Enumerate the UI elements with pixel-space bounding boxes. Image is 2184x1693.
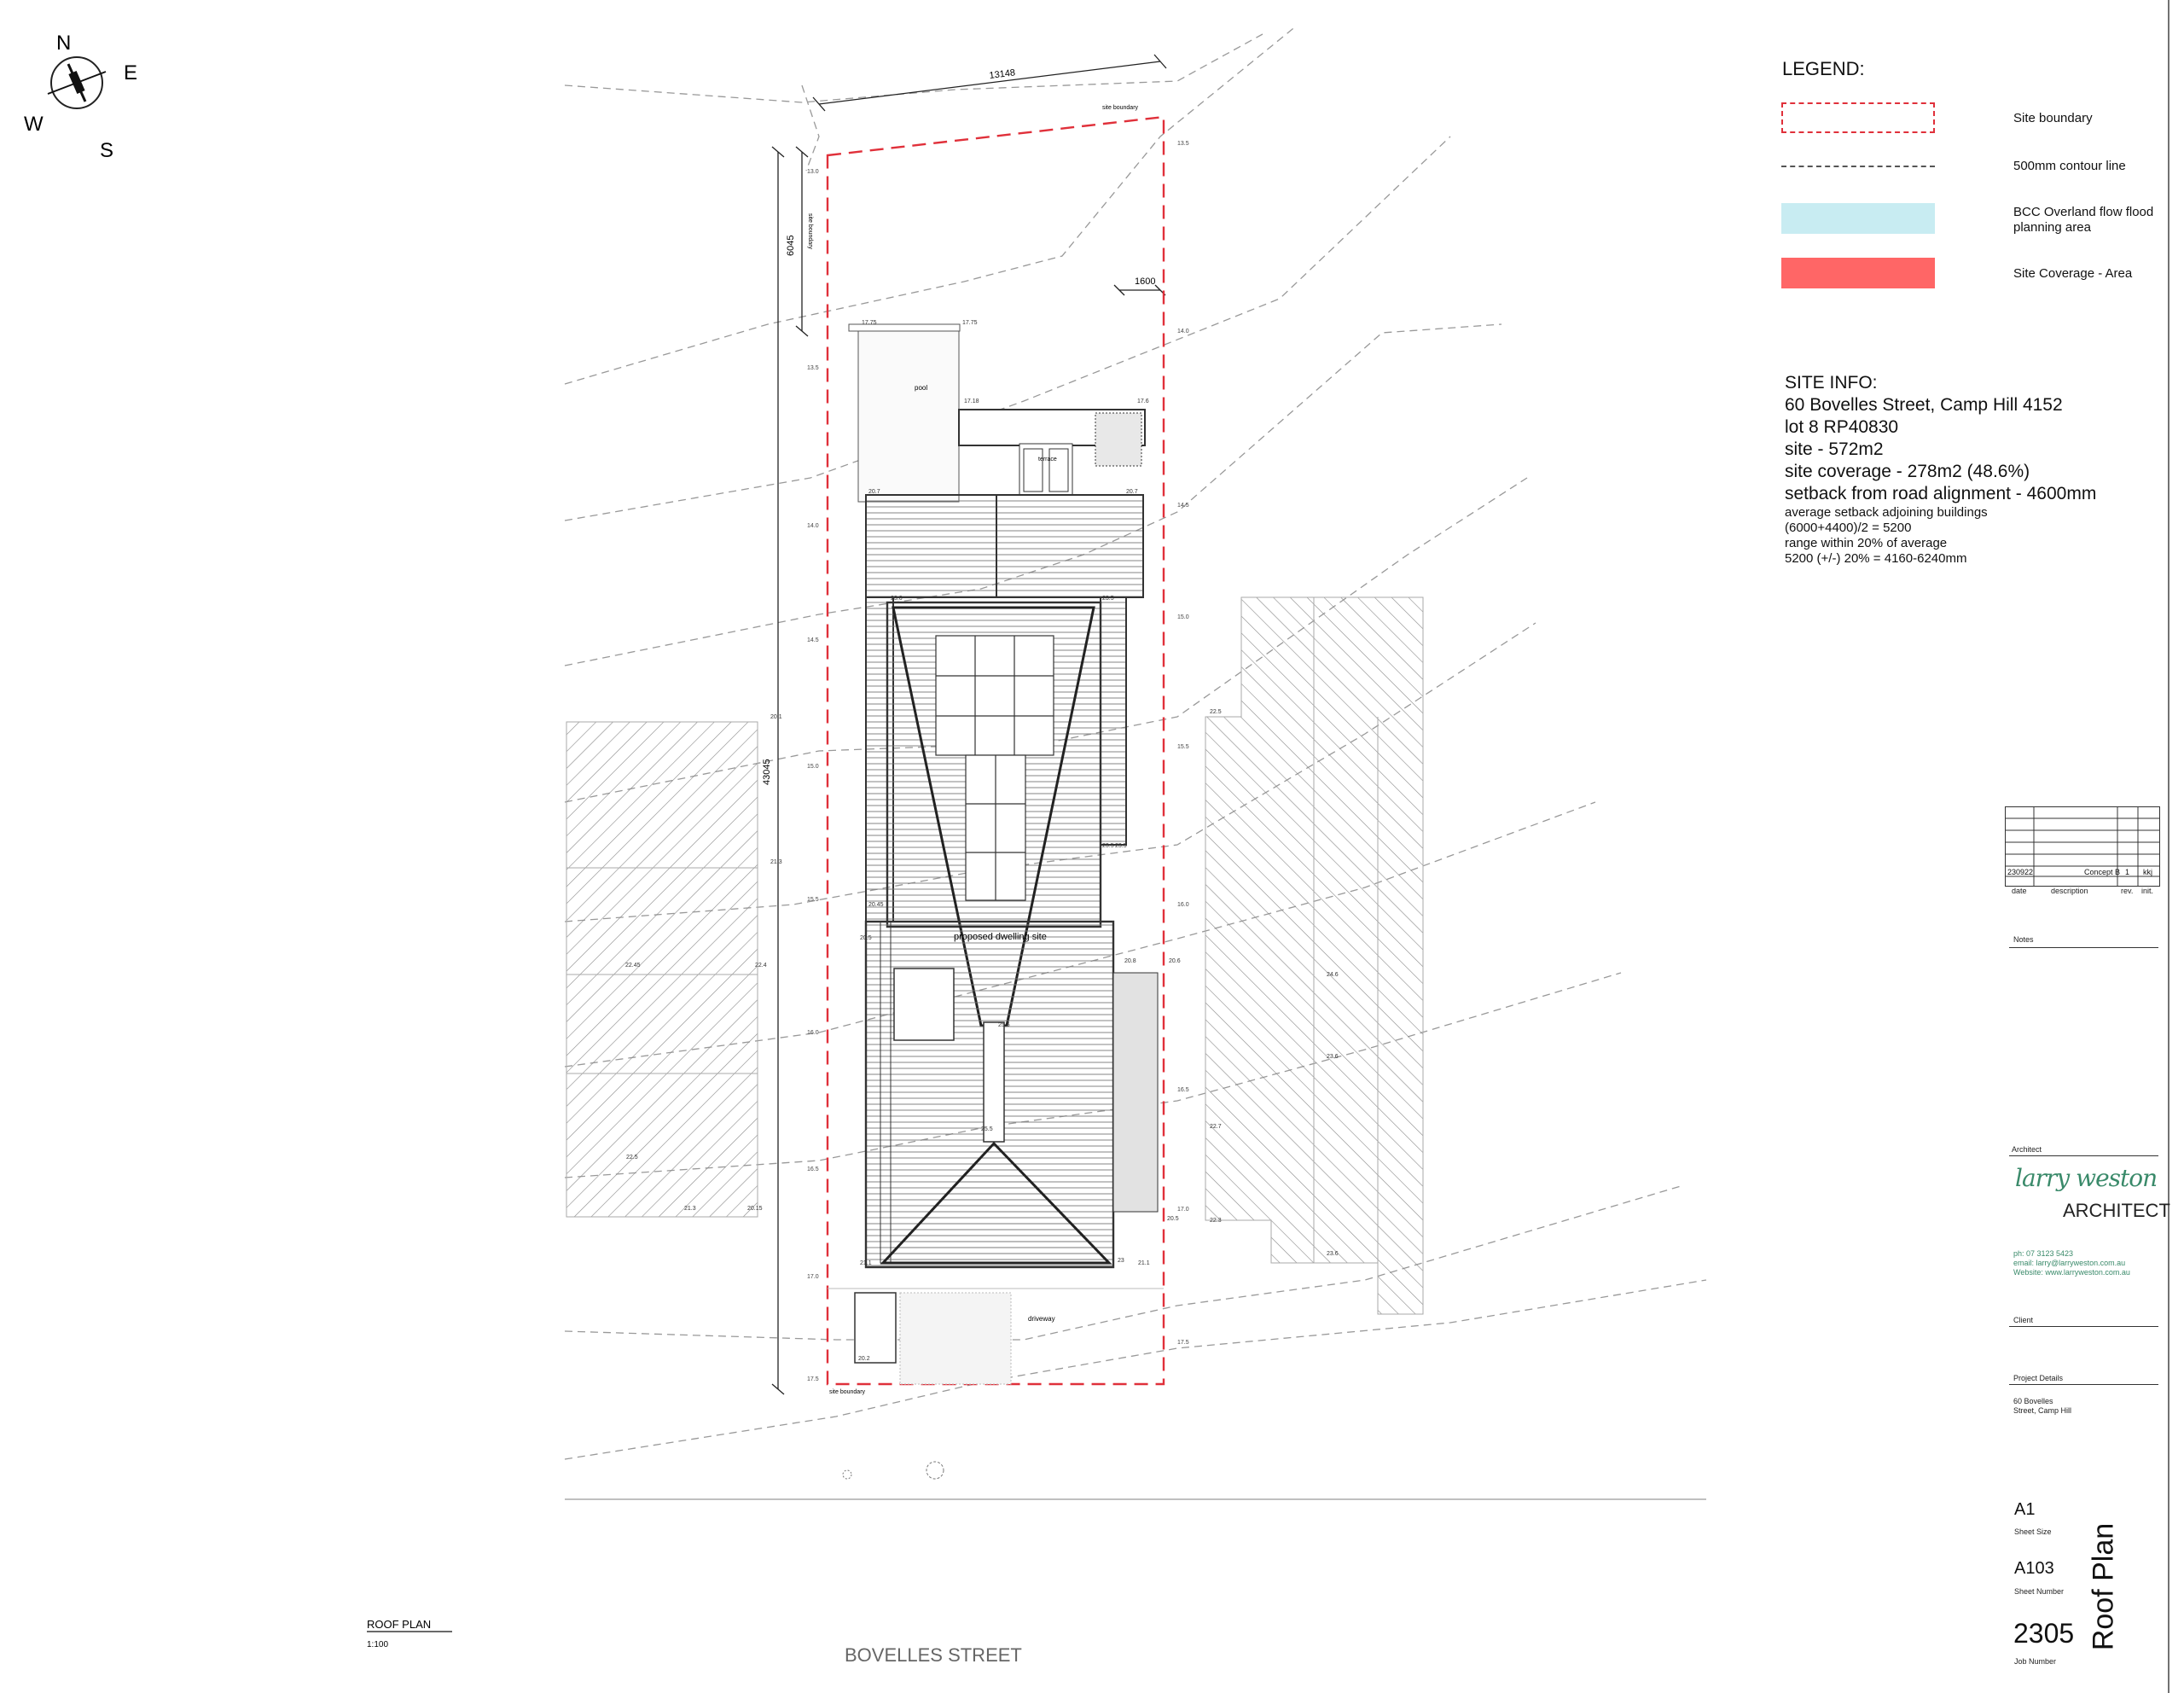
site-address: 60 Bovelles Street, Camp Hill 4152 (1785, 395, 2063, 415)
driveway-area (828, 1289, 1164, 1384)
spot-level: 20.45 (868, 902, 884, 908)
contour-level: 15.5 (1177, 744, 1189, 750)
dim-top-width: 13148 (988, 67, 1016, 81)
site-info-heading: SITE INFO: (1785, 373, 1878, 393)
rev-header-date: date (2012, 887, 2027, 895)
spot-level: 22.5 (626, 1155, 638, 1161)
project-label: Project Details (2013, 1374, 2064, 1382)
spot-level: 20.15 (747, 1206, 763, 1212)
spot-level: 20.7 (868, 489, 880, 495)
spot-level: 23.6 (1327, 1251, 1339, 1257)
compass-east: E (124, 61, 138, 84)
spot-level: 21.1 (860, 1260, 872, 1266)
legend-item-site-boundary (1781, 102, 2140, 137)
contact-website: Website: www.larryweston.com.au (2013, 1268, 2130, 1277)
terrace-label: terrace (1038, 457, 1057, 463)
architect-logo-word: ARCHITECT (2063, 1200, 2170, 1221)
project-line-1: 60 Bovelles (2013, 1397, 2053, 1405)
range-title: range within 20% of average (1785, 536, 1948, 550)
spot-level: 21.3 (770, 859, 782, 865)
spot-level: 25.5 (981, 1126, 993, 1132)
site-boundary-label-top: site boundary (1102, 105, 1139, 111)
spot-level: 17.6 (1137, 399, 1149, 404)
spot-level: 24.6 (1327, 972, 1339, 978)
contact-details (2013, 1249, 2130, 1277)
contour-level: 17.5 (807, 1376, 819, 1382)
rev-header-rev: rev. (2121, 887, 2134, 895)
site-lot: lot 8 RP40830 (1785, 417, 1899, 437)
proposed-dwelling-label: proposed dwelling site (954, 932, 1047, 942)
site-boundary-label-side: site boundary (807, 213, 813, 250)
revision-table (2005, 806, 2160, 895)
sheet-size-label: Sheet Size (2014, 1527, 2052, 1536)
dim-front-setback: 6045 (786, 235, 796, 256)
drawing-scale: 1:100 (367, 1640, 389, 1649)
architect-label: Architect (2012, 1145, 2042, 1154)
legend-label: BCC Overland flow flood planning area (2013, 205, 2154, 235)
rev-number: 1 (2125, 868, 2130, 876)
rev-init: kkj (2143, 868, 2152, 876)
spot-level: 20.5 (1167, 1216, 1179, 1222)
contour-level: 16.5 (807, 1166, 819, 1172)
contour-level: 17.0 (807, 1274, 819, 1280)
contour-level: 16.0 (1177, 902, 1189, 908)
contour-level: 13.5 (807, 365, 819, 371)
sheet-number-label: Sheet Number (2014, 1587, 2065, 1596)
architect-logo: larry weston (2015, 1164, 2158, 1192)
rev-header-init: init. (2141, 887, 2154, 895)
legend-item-coverage (1781, 258, 2140, 292)
contact-email: email: larry@larryweston.com.au (2013, 1259, 2126, 1267)
spot-level: 25.5 (998, 1022, 1010, 1028)
spot-level: 17.18 (964, 399, 979, 404)
contour-level: 14.5 (807, 637, 819, 643)
legend-label: Site Coverage - Area (2013, 266, 2133, 281)
divider (2009, 1384, 2158, 1385)
site-coverage: site coverage - 278m2 (48.6%) (1785, 462, 2030, 481)
legend-label: Site boundary (2013, 111, 2093, 125)
legend-item-contour (1781, 150, 2140, 184)
spot-level: 22.3 (1210, 1218, 1222, 1224)
spot-level: 17.75 (962, 320, 978, 326)
roof-main (866, 495, 1158, 1267)
spot-level: 23 (1118, 1258, 1124, 1264)
contour-level: 15.0 (1177, 614, 1189, 620)
spot-level: 20.1 (770, 714, 782, 720)
compass-north: N (56, 32, 72, 55)
driveway-label: driveway (1028, 1315, 1055, 1323)
site-info (1785, 372, 2160, 567)
avg-setback-title: average setback adjoining buildings (1785, 505, 1988, 520)
contact-phone: ph: 07 3123 5423 (2013, 1249, 2074, 1258)
compass-west: W (24, 113, 44, 136)
compass-icon (48, 57, 106, 108)
spot-level: 22.4 (755, 963, 767, 969)
sheet-title: Roof Plan (2087, 1522, 2120, 1651)
spot-level: 20.5 (860, 935, 872, 941)
spot-level: 20.7 (1126, 489, 1138, 495)
contour-level: 14.0 (1177, 329, 1189, 335)
spot-level: 23.5 (1102, 843, 1114, 849)
contour-level: 15.0 (807, 764, 819, 770)
legend-title: LEGEND: (1782, 58, 1865, 79)
project-line-2: Street, Camp Hill (2013, 1406, 2072, 1415)
notes-label: Notes (2013, 935, 2034, 944)
contour-level: 13.0 (807, 169, 819, 175)
terrace (959, 410, 1145, 495)
spot-level: 22.7 (1210, 1124, 1222, 1130)
contour-level: 17.5 (1177, 1340, 1189, 1346)
red-dashed-swatch (1781, 102, 1935, 133)
sheet-number: A103 (2014, 1559, 2054, 1578)
pool-label: pool (915, 384, 928, 392)
spot-level: 20.6 (1169, 958, 1181, 964)
contour-level: 16.5 (1177, 1087, 1189, 1093)
contour-level: 13.5 (1177, 141, 1189, 147)
compass-south: S (100, 139, 114, 162)
coverage-swatch (1781, 258, 1935, 288)
contour-level: 17.0 (1177, 1207, 1189, 1213)
dim-total-length: 43045 (762, 759, 772, 785)
contour-level: 14.0 (807, 523, 819, 529)
spot-level: 22.5 (1210, 709, 1222, 715)
job-number: 2305 (2013, 1618, 2075, 1649)
rev-date: 230922 (2007, 868, 2034, 876)
spot-level: 20.8 (1124, 958, 1136, 964)
rev-description: Concept B (2084, 868, 2121, 876)
neighbour-building-east (1205, 597, 1423, 1314)
spot-level: 23.5 (1102, 596, 1114, 602)
divider (2009, 1326, 2158, 1327)
site-area: site - 572m2 (1785, 439, 1884, 459)
spot-level: 23.5 (1115, 843, 1127, 849)
sheet-size: A1 (2014, 1500, 2036, 1519)
legend-label: 500mm contour line (2013, 159, 2126, 173)
spot-level: 21.3 (684, 1206, 696, 1212)
contour-level: 14.5 (1177, 503, 1189, 509)
rev-header-description: description (2051, 887, 2088, 895)
dim-side-gap: 1600 (1135, 276, 1156, 287)
legend-item-flood (1781, 203, 2154, 237)
divider (2009, 947, 2158, 948)
grey-dashed-swatch (1781, 166, 1935, 167)
spot-level: 22.45 (625, 963, 641, 969)
site-boundary-label-bottom: site boundary (829, 1389, 866, 1395)
job-number-label: Job Number (2014, 1657, 2057, 1666)
site-setback: setback from road alignment - 4600mm (1785, 484, 2097, 503)
spot-level: 23.0 (891, 596, 903, 602)
neighbour-building-west (566, 722, 758, 1217)
spot-level: 23.6 (1327, 1054, 1339, 1060)
drawing-title: ROOF PLAN (367, 1618, 432, 1631)
divider (2009, 1155, 2158, 1156)
client-label: Client (2013, 1316, 2034, 1324)
spot-level: 21.1 (1138, 1260, 1150, 1266)
contour-level: 16.0 (807, 1030, 819, 1036)
street-name: BOVELLES STREET (845, 1644, 1022, 1666)
avg-setback-calc: (6000+4400)/2 = 5200 (1785, 521, 1912, 535)
range-calc: 5200 (+/-) 20% = 4160-6240mm (1785, 551, 1967, 566)
spot-level: 17.75 (862, 320, 877, 326)
flood-swatch (1781, 203, 1935, 234)
spot-level: 20.2 (858, 1356, 870, 1362)
contour-level: 15.5 (807, 897, 819, 903)
pool (858, 331, 959, 502)
